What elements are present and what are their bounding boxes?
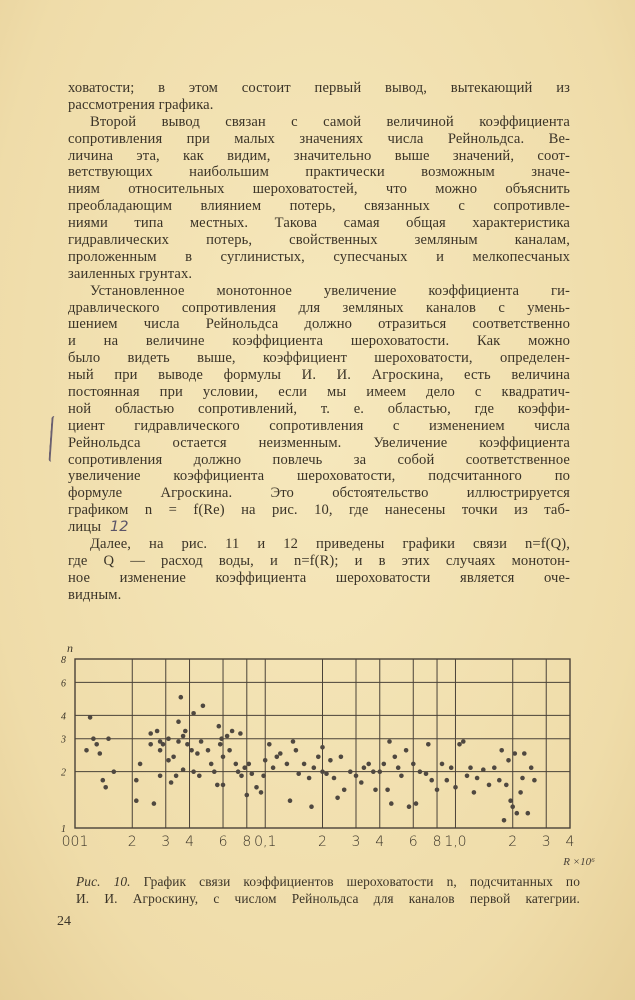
data-point: [191, 769, 196, 774]
data-point: [227, 748, 232, 753]
data-point: [414, 801, 419, 806]
data-point: [445, 778, 450, 783]
data-point: [288, 798, 293, 803]
data-point: [238, 731, 243, 736]
data-point: [285, 762, 290, 767]
data-point: [267, 742, 272, 747]
text-line: ветствующих наибольшим практически возможным значе-: [68, 164, 570, 181]
data-point: [472, 790, 477, 795]
scatter-chart: [50, 640, 600, 872]
data-point: [88, 715, 93, 720]
data-point: [366, 762, 371, 767]
data-point: [497, 778, 502, 783]
text-line: проложенным в суглинистых, супесчаных и мелкопесчаных: [68, 248, 570, 265]
data-point: [513, 751, 518, 756]
x-tick-label: 3: [161, 834, 171, 850]
text-line: преобладающим влиянием потерь, связанных с сопротивле-: [68, 198, 570, 215]
data-point: [291, 739, 296, 744]
data-point: [217, 724, 222, 729]
data-point: [169, 780, 174, 785]
x-tick-label: 4: [375, 834, 385, 850]
data-point: [84, 748, 89, 753]
data-point: [234, 762, 239, 767]
page-number: 24: [57, 914, 71, 929]
data-point: [98, 751, 103, 756]
data-point: [492, 765, 497, 770]
data-point: [155, 729, 160, 734]
data-point: [148, 742, 153, 747]
data-point: [520, 776, 525, 781]
data-point: [373, 788, 378, 793]
text-line: где Q — расход воды, и n=f(R); и в этих случаях монотон-: [68, 552, 570, 569]
data-point: [435, 788, 440, 793]
figure-caption: [76, 874, 580, 907]
y-tick-label: 2: [61, 767, 66, 779]
data-point: [221, 755, 226, 760]
text-line: гидравлических потерь, свойственных земляным каналам,: [68, 232, 570, 249]
data-point: [152, 801, 157, 806]
data-point: [371, 769, 376, 774]
text-line: циент гидравлического сопротивления с изменением числа: [68, 417, 570, 434]
data-point: [502, 818, 507, 823]
data-point: [440, 762, 445, 767]
text-line: постоянная при условии, если мы имеем дело с квадратич-: [68, 384, 570, 401]
data-point: [332, 776, 337, 781]
data-point: [506, 758, 511, 763]
data-point: [181, 734, 186, 739]
data-point: [387, 739, 392, 744]
data-point: [309, 804, 314, 809]
data-point: [134, 798, 139, 803]
data-point: [218, 742, 223, 747]
data-point: [103, 785, 108, 790]
data-point: [354, 774, 359, 779]
data-point: [185, 742, 190, 747]
data-point: [320, 745, 325, 750]
data-point: [475, 776, 480, 781]
y-tick-label: 6: [61, 678, 66, 690]
data-point: [189, 748, 194, 753]
text-line: формуле Агроскина. Это обстоятельство иллюстрируется: [68, 485, 570, 502]
x-tick-label: 4: [565, 834, 575, 850]
data-point: [191, 711, 196, 716]
text-line: дравлического сопротивления для земляных каналов с умень-: [68, 299, 570, 316]
data-point: [161, 742, 166, 747]
data-point: [324, 771, 329, 776]
x-tick-label: 2: [127, 834, 137, 850]
text-line: графиком n = f(Re) на рис. 10, где нанесены точки из таб-: [68, 502, 570, 519]
data-point: [230, 729, 235, 734]
data-point: [94, 742, 99, 747]
text-line: видным.: [68, 586, 122, 603]
data-point: [158, 774, 163, 779]
text-line: Установленное монотонное увеличение коэффициента ги-: [90, 282, 570, 299]
data-point: [399, 774, 404, 779]
data-point: [312, 765, 317, 770]
data-point: [404, 748, 409, 753]
data-point: [296, 771, 301, 776]
data-point: [250, 771, 255, 776]
text-line: было видеть выше, коэффициент шероховатости, определен-: [68, 350, 570, 367]
data-point: [212, 769, 217, 774]
data-point: [389, 801, 394, 806]
x-tick-label: 2: [318, 834, 327, 850]
data-point: [176, 719, 181, 724]
data-point: [174, 774, 179, 779]
data-point: [225, 734, 230, 739]
data-point: [183, 729, 188, 734]
data-point: [418, 769, 423, 774]
text-line: ный при выводе формулы И. И. Агроскина, есть величина: [68, 367, 570, 384]
text-line: и на величине коэффициента шероховатости. Как можно: [68, 333, 570, 350]
data-point: [328, 758, 333, 763]
data-point: [171, 755, 176, 760]
text-line: ниями типа местных. Такова самая общая характеристика: [68, 215, 570, 232]
text-line: личина эта, как видим, значительно выше значений, соот-: [68, 147, 570, 164]
data-point: [166, 758, 171, 763]
data-point: [138, 762, 143, 767]
data-point: [515, 811, 520, 816]
y-tick-label: 8: [61, 655, 66, 666]
data-point: [158, 748, 163, 753]
text-line: сопротивления при малых значениях числа Рейнольдса. Ве-: [68, 130, 570, 147]
text-line: лицы: [68, 519, 102, 536]
data-point: [461, 739, 466, 744]
data-point: [453, 785, 458, 790]
data-point: [197, 774, 202, 779]
x-tick-label: 3: [351, 834, 361, 850]
data-point: [529, 765, 534, 770]
x-tick-label: 0,1: [254, 834, 277, 850]
data-point: [487, 783, 492, 788]
data-point: [429, 778, 434, 783]
data-point: [206, 748, 211, 753]
data-point: [101, 778, 106, 783]
data-point: [362, 765, 367, 770]
handwritten-note: 12: [110, 518, 129, 535]
y-tick-label: 4: [61, 711, 66, 723]
data-point: [335, 796, 340, 801]
data-point: [242, 765, 247, 770]
x-tick-label: 6: [408, 834, 418, 850]
data-point: [179, 695, 184, 700]
caption-line-1: [76, 874, 580, 891]
text-line: шением числа Рейнольдса должно отразиться соответственно: [68, 316, 570, 333]
x-axis-label: R ×10⁶: [563, 856, 595, 868]
data-point: [106, 736, 111, 741]
data-point: [263, 758, 268, 763]
data-point: [239, 774, 244, 779]
text-line: ховатости; в этом состоит первый вывод, вытекающий из: [68, 80, 570, 96]
data-point: [378, 769, 383, 774]
data-point: [526, 811, 531, 816]
body-text: [68, 80, 570, 604]
data-point: [407, 804, 412, 809]
data-point: [426, 742, 431, 747]
text-line: заиленных грунтах.: [68, 265, 193, 282]
data-point: [91, 736, 96, 741]
text-line: ниям относительных шероховатостей, что можно объяснить: [68, 181, 570, 198]
text-line: Рейнольдса остается неизменным. Увеличение коэффициента: [68, 434, 570, 451]
x-tick-label: 2: [508, 834, 518, 850]
text-line: Второй вывод связан с самой величиной коэффициента: [90, 113, 570, 130]
data-point: [247, 762, 252, 767]
x-tick-label: 3: [541, 834, 551, 850]
x-tick-label: 1,0: [444, 834, 467, 850]
text-line: рассмотрения графика.: [68, 96, 214, 113]
data-point: [339, 755, 344, 760]
text-line: ное изменение коэффициента шероховатости является оче-: [68, 569, 570, 586]
y-tick-label: 3: [61, 734, 66, 746]
x-tick-label: 001: [61, 834, 89, 850]
data-point: [278, 751, 283, 756]
data-point: [320, 769, 325, 774]
data-point: [393, 755, 398, 760]
x-tick-label: 8: [432, 834, 442, 850]
data-point: [316, 755, 321, 760]
caption-label: Рис. 10.: [76, 874, 131, 889]
data-point: [261, 774, 266, 779]
caption-line-2: И. И. Агроскину, с числом Рейнольдса для каналов первой категрии.: [76, 890, 580, 906]
data-point: [112, 769, 117, 774]
data-point: [307, 776, 312, 781]
data-point: [245, 793, 250, 798]
data-point: [457, 742, 462, 747]
y-axis-label: n: [67, 641, 73, 655]
data-point: [219, 736, 224, 741]
data-point: [508, 798, 513, 803]
data-point: [302, 762, 307, 767]
data-point: [221, 783, 226, 788]
data-point: [275, 755, 280, 760]
data-point: [342, 788, 347, 793]
data-point: [510, 804, 515, 809]
data-point: [199, 739, 204, 744]
data-point: [532, 778, 537, 783]
data-point: [259, 790, 264, 795]
data-point: [209, 762, 214, 767]
text-line: сопротивления должно повлечь за собой соответственное: [68, 451, 570, 468]
text-line: увеличение коэффициента шероховатости, подсчитанного по: [68, 468, 570, 485]
data-point: [411, 762, 416, 767]
x-tick-label: 8: [242, 834, 252, 850]
data-point: [518, 790, 523, 795]
data-point: [134, 778, 139, 783]
data-point: [396, 765, 401, 770]
data-point: [424, 771, 429, 776]
data-point: [522, 751, 527, 756]
data-point: [499, 748, 504, 753]
data-point: [385, 788, 390, 793]
y-tick-label: 1: [61, 824, 66, 835]
data-point: [236, 769, 241, 774]
data-point: [181, 767, 186, 772]
data-point: [271, 765, 276, 770]
data-point: [359, 780, 364, 785]
x-tick-label: 6: [218, 834, 228, 850]
caption-text-1: График связи коэффициентов шероховатости n, подсчитанных по: [143, 874, 580, 889]
data-point: [504, 783, 509, 788]
data-point: [481, 767, 486, 772]
data-point: [468, 765, 473, 770]
text-line: Далее, на рис. 11 и 12 приведены графики связи n=f(Q),: [90, 536, 570, 553]
data-point: [449, 765, 454, 770]
data-point: [348, 769, 353, 774]
data-point: [465, 774, 470, 779]
data-point: [166, 736, 171, 741]
text-line: ной областью сопротивлений, т. е. областью, где коэффи-: [68, 400, 570, 417]
data-point: [215, 783, 220, 788]
data-point: [294, 748, 299, 753]
data-point: [176, 739, 181, 744]
data-point: [201, 704, 206, 709]
data-point: [195, 751, 200, 756]
data-point: [148, 731, 153, 736]
data-point: [254, 785, 259, 790]
x-tick-label: 4: [185, 834, 194, 850]
data-point: [382, 762, 387, 767]
